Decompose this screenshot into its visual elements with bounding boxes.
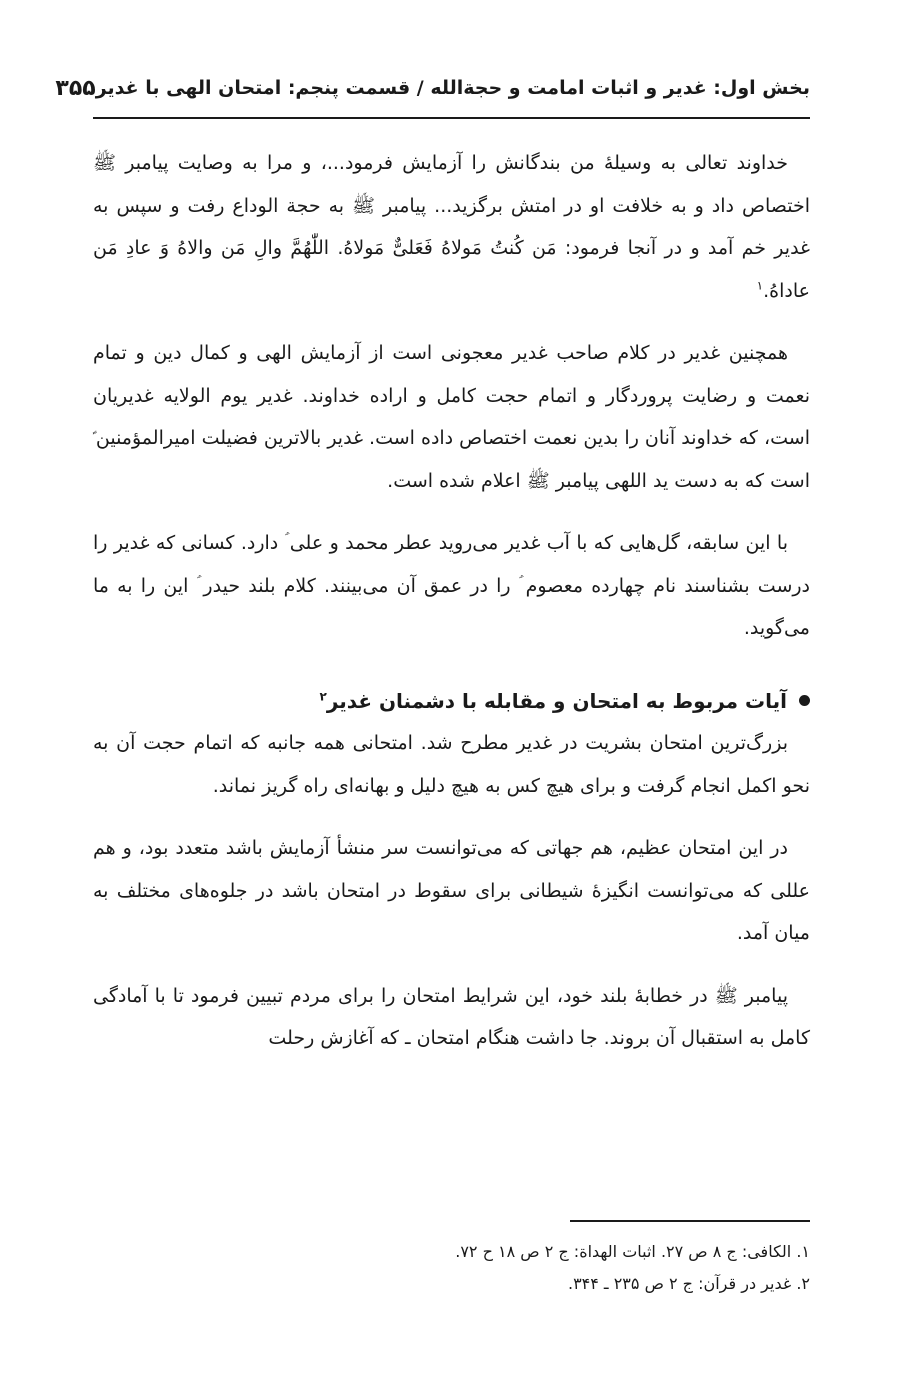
main-text — [93, 142, 810, 1060]
section-paragraph-1: بزرگ‌ترین امتحان بشریت در غدیر مطرح شد. امتحانی همه جانبه که اتمام حجت آن به نحو اکمل انجام گرفت و برای هیچ کس به هیچ دلیل و بهانه‌ای راه گریز نماند. — [93, 732, 810, 797]
section-heading-text — [320, 680, 787, 723]
paragraph-3 — [93, 522, 810, 650]
paragraph-1 — [93, 142, 810, 312]
footnotes — [93, 1236, 810, 1300]
footnote-ref-1: ۱ — [756, 278, 764, 293]
footnote-ref-2: ۲ — [319, 688, 327, 703]
running-header — [55, 68, 810, 108]
section-heading — [93, 680, 810, 723]
section-paragraph-3: پیامبر ﷺ در خطابهٔ بلند خود، این شرایط امتحان را برای مردم تبیین فرمود تا با آمادگی کامل به استقبال آن بروند. جا داشت هنگام امتحان ـ که آغازش رحلت — [93, 984, 810, 1049]
bullet-icon — [799, 695, 810, 706]
footnote-rule — [570, 1220, 810, 1222]
book-page — [55, 0, 810, 1390]
footnote-1: ۱. الکافی: ج ۸ ص ۲۷. اثبات الهداة: ج ۲ ص ۱۸ ح ۷۲. — [455, 1242, 810, 1261]
header-title: بخش اول: غدیر و اثبات امامت و حجة‌الله / قسمت پنجم: امتحان الهی با غدیر — [95, 77, 810, 99]
footnote-2: ۲. غدیر در قرآن: ج ۲ ص ۲۳۵ ـ ۳۴۴. — [567, 1274, 810, 1293]
header-rule — [93, 117, 810, 119]
section-paragraph-2: در این امتحان عظیم، هم جهاتی که می‌توانست سر منشأ آزمایش باشد متعدد بود، و هم عللی که می‌توانست انگیزهٔ شیطانی برای سقوط در امتحان باشد در جلوه‌های مختلف به میان آمد. — [93, 837, 810, 944]
paragraph-2 — [93, 332, 810, 502]
page-number: ۳۵۵ — [55, 75, 96, 101]
paragraph-3-text: با این سابقه، گل‌هایی که با آب غدیر می‌روید عطر محمد و علی ؑ دارد. کسانی که غدیر را درست بشناسند نام چهارده معصوم ؑ را در عمق آن می‌بینند. کلام بلند حیدر ؑ این را به ما می‌گوید. — [93, 532, 810, 639]
paragraph-2-text: همچنین غدیر در کلام صاحب غدیر معجونی است از آزمایش الهی و کمال دین و تمام نعمت و رضایت پروردگار و اتمام حجت کامل و اراده خداوند. غدیر یوم الولایه غدیریان است، که خداوند آنان را بدین نعمت اختصاص داده است. غدیر بالاترین فضیلت امیرالمؤمنین ؑ است که به دست ید اللهی پیامبر ﷺ اعلام شده است. — [93, 342, 810, 492]
paragraph-1-text: خداوند تعالی به وسیلهٔ من بندگانش را آزمایش فرمود...، و مرا به وصایت پیامبر ﷺ اختصاص داد و به خلافت او در امتش برگزید... پیامبر ﷺ به حجة الوداع رفت و سپس به غدیر خم آمد و در آنجا فرمود: مَن کُنتُ مَولاهُ فَعَلیٌّ مَولاهُ. اللّٰهُمَّ والِ مَن والاهُ وَ عادِ مَن عاداهُ. — [93, 152, 810, 302]
section-heading-title: آیات مربوط به امتحان و مقابله با دشمنان غدیر — [326, 688, 787, 713]
